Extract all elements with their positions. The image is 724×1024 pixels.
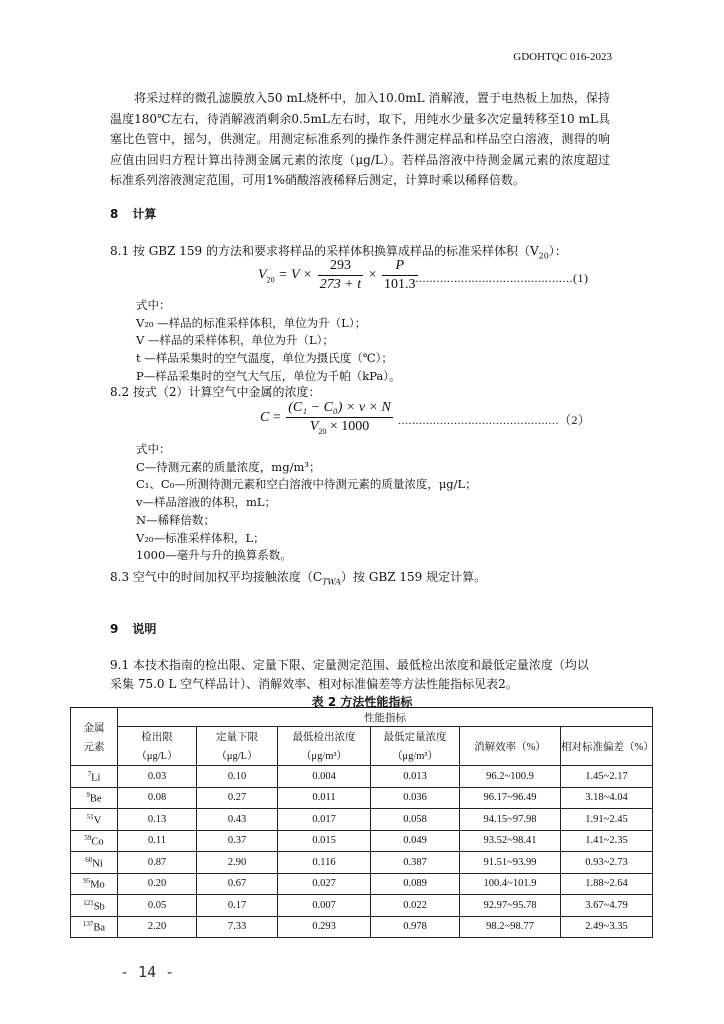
clause-9-1-line-2: 采集 75.0 L 空气样品计）、消解效率、相对标准偏差等方法性能指标见表2。 — [110, 677, 518, 691]
formula-1-dots: .............................................. — [412, 271, 573, 285]
table-cell: 0.293 — [278, 916, 371, 938]
definition-c1-c0: C₁、C₀—所测待测元素和空白溶液中待测元素的质量浓度，μg/L； — [136, 477, 477, 492]
table-cell: 3.18~4.04 — [561, 787, 653, 809]
col-header-digestion: 消解效率（%） — [460, 727, 561, 766]
table-cell: 1.88~2.64 — [561, 873, 653, 895]
table-cell: 0.93~2.73 — [561, 852, 653, 874]
element-symbol: V — [93, 815, 102, 826]
table-cell: 2.20 — [118, 916, 197, 938]
table-cell: 0.007 — [278, 895, 371, 917]
section-9-title: 说明 — [132, 622, 157, 636]
table-cell: 7.33 — [197, 916, 278, 938]
section-9-heading — [110, 620, 170, 637]
table-row — [71, 916, 653, 938]
table-row — [71, 809, 653, 831]
table-cell: 0.058 — [371, 809, 460, 831]
element-symbol: Ba — [93, 922, 106, 934]
clause-8-3-sub: TWA — [322, 577, 342, 587]
mass-number: 59 — [84, 834, 92, 842]
table-cell: 0.116 — [278, 852, 371, 874]
table-cell: 0.089 — [371, 873, 460, 895]
definition-1000: 1000—毫升与升的换算系数。 — [136, 548, 292, 563]
formula-1-lhs: V — [258, 267, 267, 283]
formula-2-definitions — [136, 441, 477, 565]
table-cell: 0.87 — [118, 852, 197, 874]
element-cell — [71, 895, 118, 917]
element-cell — [71, 873, 118, 895]
formula-2-denominator-end: × 1000 — [326, 419, 370, 434]
definition-v20-standard: V₂₀—标准采样体积，L； — [136, 530, 265, 545]
intro-paragraph — [110, 88, 610, 191]
table-cell: 0.17 — [197, 895, 278, 917]
table-cell: 0.43 — [197, 809, 278, 831]
table-row — [71, 873, 653, 895]
table-cell: 0.20 — [118, 873, 197, 895]
table-cell: 0.036 — [371, 787, 460, 809]
formula-1-numerator-1: 293 — [318, 258, 363, 276]
col-unit-loq: （μg/L） — [197, 746, 278, 766]
section-9-number: 9 — [110, 622, 119, 636]
col-header-loq: 定量下限 — [197, 727, 278, 747]
element-symbol: Co — [91, 836, 104, 848]
table-cell: 96.2~100.9 — [460, 766, 561, 788]
table-cell: 0.05 — [118, 895, 197, 917]
corner-header-line-2: 元素 — [83, 741, 105, 753]
definition-small-v: v—样品溶液的体积，mL； — [136, 495, 277, 510]
formula-1-eq: = V × — [274, 267, 316, 283]
formula-2-eq: = — [269, 410, 285, 426]
table-cell: 0.03 — [118, 766, 197, 788]
table-cell: 0.10 — [197, 766, 278, 788]
formula-2-denominator-v: V — [309, 419, 319, 434]
corner-header-line-1: 金属 — [83, 722, 105, 734]
section-8-title: 计算 — [132, 207, 157, 221]
table-cell: 100.4~101.9 — [460, 873, 561, 895]
section-8-number: 8 — [110, 207, 119, 221]
formula-2-number: （2） — [559, 413, 591, 427]
page-number: - 14 - — [120, 963, 175, 981]
table-cell: 94.15~97.98 — [460, 809, 561, 831]
table-cell: 1.91~2.45 — [561, 809, 653, 831]
table-body — [71, 766, 653, 938]
definition-v: V —样品的采样体积，单位为升（L）； — [136, 333, 334, 348]
table-cell: 0.13 — [118, 809, 197, 831]
table-cell: 0.015 — [278, 830, 371, 852]
formula-2-lhs: C — [260, 410, 270, 426]
table-cell: 1.41~2.35 — [561, 830, 653, 852]
table-row — [71, 852, 653, 874]
table-cell: 91.51~93.99 — [460, 852, 561, 874]
table-cell: 0.67 — [197, 873, 278, 895]
mass-number: 95 — [83, 877, 91, 885]
element-cell — [71, 766, 118, 788]
formula-2-denominator-sub: 20 — [318, 426, 327, 436]
table-cell: 0.11 — [118, 830, 197, 852]
formula-2-fraction — [286, 400, 393, 436]
mass-number: 60 — [85, 855, 93, 864]
intro-paragraph-text: 将采过样的微孔滤膜放入50 mL烧杯中，加入10.0mL 消解液，置于电热板上加热，保持温度180℃左右，待消解液消剩余0.5mL左右时，取下，用纯水少量多次定量转移至10 mL具塞比色管中，摇匀，供测定。用测定标准系列的操作条件测定样品和样品空白溶液，测得的响应值由回归方程计算出待测金属元素的浓度（μg/L）。若样品溶液中待测金属元素的浓度超过标准系列溶液测定范围，可用1%硝酸溶液稀释后测定，计算时乘以稀释倍数。 — [110, 91, 610, 187]
table-cell: 0.011 — [278, 787, 371, 809]
clause-8-3 — [110, 568, 486, 586]
element-cell — [71, 916, 118, 938]
element-cell — [71, 787, 118, 809]
formula-1-numerator-2: P — [382, 258, 418, 276]
table-cell: 0.27 — [197, 787, 278, 809]
definition-t: t —样品采集时的空气温度，单位为摄氏度（℃）； — [136, 351, 393, 366]
performance-table — [70, 707, 653, 938]
element-symbol: Li — [91, 772, 101, 783]
section-8-heading — [110, 205, 170, 222]
formula-1-lhs-sub: 20 — [266, 275, 275, 285]
table-cell: 2.90 — [197, 852, 278, 874]
formula-1-times: × — [365, 267, 381, 283]
formula-1-where: 式中： — [136, 298, 171, 312]
table-2-title: 表 2 方法性能指标 — [311, 695, 413, 709]
element-symbol: Mo — [90, 879, 105, 891]
clause-8-2: 8.2 按式（2）计算空气中金属的浓度： — [110, 385, 321, 399]
mass-number: 7 — [87, 769, 92, 778]
table-row — [71, 895, 653, 917]
formula-2-where: 式中： — [136, 442, 171, 456]
mass-number: 51 — [86, 812, 94, 821]
element-symbol: Be — [89, 793, 102, 805]
definition-p: P—样品采集时的空气大气压，单位为千帕（kPa）。 — [136, 368, 401, 383]
col-header-min-quant: 最低定量浓度 — [371, 727, 460, 747]
table-cell: 2.49~3.35 — [561, 916, 653, 938]
table-row — [71, 766, 653, 788]
mass-number: 137 — [82, 920, 94, 928]
formula-2-leader — [398, 411, 591, 428]
corner-header — [71, 708, 118, 766]
table-row — [71, 787, 653, 809]
formula-1-denominator-2: 101.3 — [384, 277, 416, 292]
formula-1-number: (1) — [573, 271, 589, 285]
table-cell: 0.027 — [278, 873, 371, 895]
col-unit-lod: （μg/L） — [118, 746, 197, 766]
table-cell: 0.387 — [371, 852, 460, 874]
col-header-rsd: 相对标准偏差（%） — [561, 727, 653, 766]
element-cell — [71, 830, 118, 852]
formula-1-denominator-1: 273 + t — [319, 277, 362, 292]
table-row — [71, 830, 653, 852]
element-cell — [71, 852, 118, 874]
table-cell: 0.022 — [371, 895, 460, 917]
table-cell: 96.17~96.49 — [460, 787, 561, 809]
table-cell: 0.08 — [118, 787, 197, 809]
clause-8-1-sub: 20 — [538, 251, 549, 261]
col-header-min-detect: 最低检出浓度 — [278, 727, 371, 747]
document-code: GDOHTQC 016-2023 — [513, 51, 612, 63]
formula-2-numerator: (C₁ − C₀) × v × N — [286, 400, 393, 418]
element-cell — [71, 809, 118, 831]
formula-1-fraction-1 — [318, 258, 363, 293]
formula-1 — [258, 258, 420, 293]
clause-8-3-text-b: ）按 GBZ 159 规定计算。 — [341, 570, 487, 584]
mass-number: 9 — [86, 791, 90, 799]
definition-v20: V₂₀ —样品的标准采样体积，单位为升（L）； — [136, 315, 367, 330]
clause-9-1-line-1: 9.1 本技术指南的检出限、定量下限、定量测定范围、最低检出浓度和最低定量浓度（均以 — [110, 658, 589, 672]
table-cell: 0.013 — [371, 766, 460, 788]
table-cell: 1.45~2.17 — [561, 766, 653, 788]
clause-8-1-end: ）： — [548, 244, 567, 258]
table-cell: 98.2~98.77 — [460, 916, 561, 938]
formula-2-dots: .............................................. — [398, 413, 559, 427]
element-symbol: Sb — [93, 901, 105, 912]
table-cell: 0.004 — [278, 766, 371, 788]
table-cell: 0.978 — [371, 916, 460, 938]
table-cell: 93.52~98.41 — [460, 830, 561, 852]
clause-8-3-text-a: 8.3 空气中的时间加权平均接触浓度（C — [110, 570, 323, 584]
col-header-lod: 检出限 — [118, 727, 197, 747]
clause-8-1-text: 8.1 按 GBZ 159 的方法和要求将样品的采样体积换算成样品的标准采样体积（V — [110, 244, 539, 258]
table-cell: 0.049 — [371, 830, 460, 852]
mass-number: 121 — [83, 898, 94, 907]
definition-c: C—待测元素的质量浓度，mg/m³； — [136, 459, 321, 474]
element-symbol: Ni — [92, 858, 103, 869]
table-cell: 92.97~95.78 — [460, 895, 561, 917]
formula-1-definitions — [136, 297, 401, 386]
definition-n: N—稀释倍数； — [136, 512, 216, 527]
group-header: 性能指标 — [118, 708, 653, 727]
col-unit-min-detect: （μg/m³） — [278, 746, 371, 766]
table-cell: 0.37 — [197, 830, 278, 852]
formula-1-leader — [412, 271, 589, 286]
col-unit-min-quant: （μg/m³） — [371, 746, 460, 766]
formula-2 — [260, 400, 395, 436]
table-cell: 3.67~4.79 — [561, 895, 653, 917]
table-cell: 0.017 — [278, 809, 371, 831]
